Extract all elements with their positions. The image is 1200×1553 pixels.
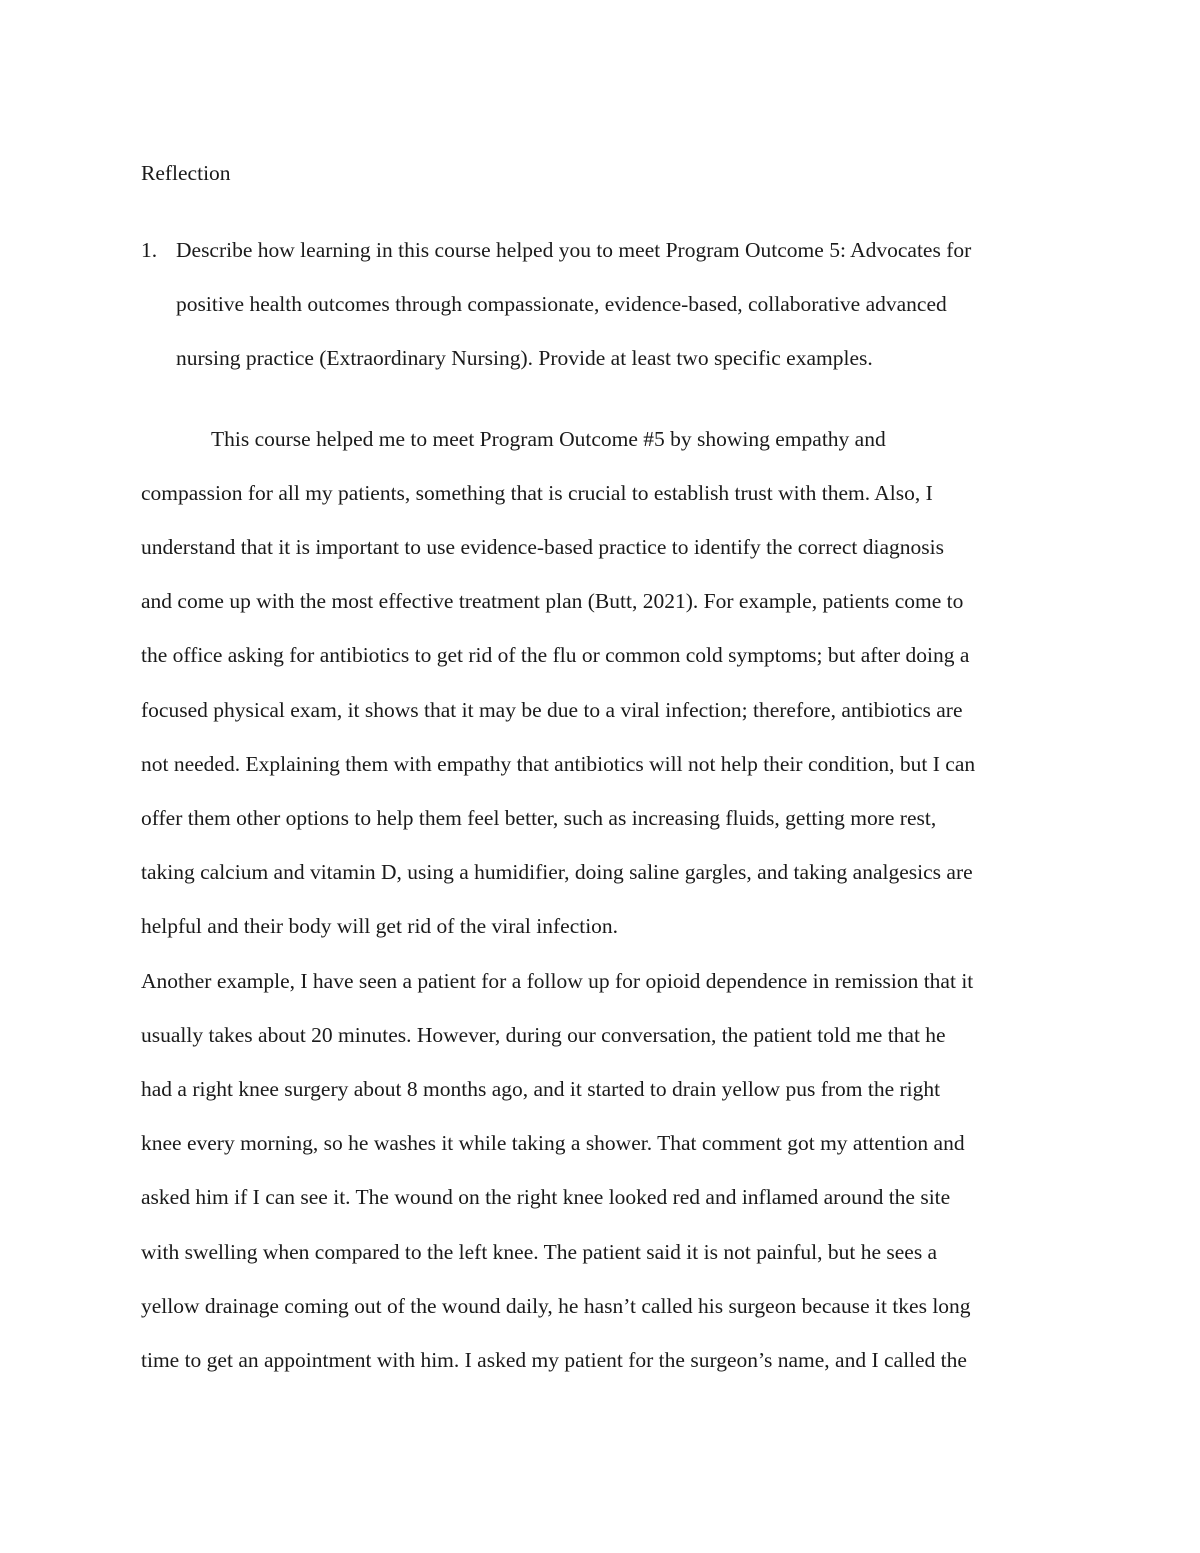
question-item: [141, 223, 1061, 386]
paragraph-line: asked him if I can see it. The wound on the right knee looked red and inflamed around the site: [141, 1185, 951, 1210]
document-body: [141, 152, 1061, 1387]
paragraph-line: with swelling when compared to the left knee. The patient said it is not painful, but he sees a: [141, 1239, 938, 1264]
paragraph-line: taking calcium and vitamin D, using a humidifier, doing saline gargles, and taking analgesics are: [141, 860, 973, 885]
paragraph-line: time to get an appointment with him. I asked my patient for the surgeon’s name, and I called the: [141, 1348, 967, 1373]
question-line: nursing practice (Extraordinary Nursing). Provide at least two specific examples.: [176, 346, 873, 371]
paragraph-line: offer them other options to help them feel better, such as increasing fluids, getting more rest,: [141, 806, 937, 831]
paragraph-line: This course helped me to meet Program Outcome #5 by showing empathy and: [211, 426, 886, 451]
paragraph-line: helpful and their body will get rid of the viral infection.: [141, 914, 619, 939]
question-line: Describe how learning in this course helped you to meet Program Outcome 5: Advocates for: [176, 238, 972, 262]
paragraph-line: focused physical exam, it shows that it may be due to a viral infection; therefore, antibiotics are: [141, 697, 963, 722]
paragraph-line: usually takes about 20 minutes. However, during our conversation, the patient told me that he: [141, 1022, 946, 1047]
paragraph-line: compassion for all my patients, something that is crucial to establish trust with them. Also, I: [141, 480, 933, 505]
document-title: Reflection: [141, 161, 231, 185]
paragraph-line: had a right knee surgery about 8 months ago, and it started to drain yellow pus from the right: [141, 1077, 941, 1102]
paragraph-line: the office asking for antibiotics to get rid of the flu or common cold symptoms; but after doing a: [141, 643, 970, 668]
paragraph-line: knee every morning, so he washes it while taking a shower. That comment got my attention and: [141, 1131, 965, 1156]
question-number: 1.: [141, 238, 158, 262]
question-line: positive health outcomes through compassionate, evidence-based, collaborative advanced: [176, 292, 947, 317]
answer-paragraph-1: [141, 412, 1061, 954]
paragraph-line: yellow drainage coming out of the wound daily, he hasn’t called his surgeon because it tkes long: [141, 1293, 971, 1318]
paragraph-line: understand that it is important to use evidence-based practice to identify the correct diagnosis: [141, 535, 945, 560]
paragraph-line: Another example, I have seen a patient for a follow up for opioid dependence in remission that it: [141, 968, 974, 993]
paragraph-line: and come up with the most effective treatment plan (Butt, 2021). For example, patients come to: [141, 589, 964, 614]
answer-paragraph-2: [141, 954, 1061, 1388]
paragraph-line: not needed. Explaining them with empathy that antibiotics will not help their condition, but I can: [141, 751, 976, 776]
